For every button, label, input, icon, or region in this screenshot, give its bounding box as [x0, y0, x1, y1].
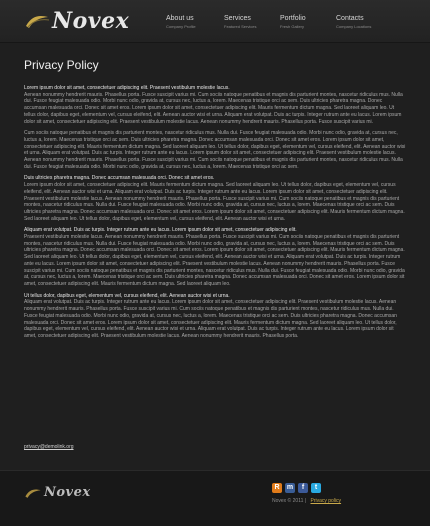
policy-paragraph	[24, 130, 406, 170]
paragraph-body: Aliquam erat volutpat. Duis ac turpis. Integer rutrum ante eu lacus. Lorem ipsum dolor sit amet, consectetuer adipiscing elit. Praesent vestibulum molestie lacus. Aenean nonummy hendrerit mauris. Phasellus porta. Fusce suscipit varius mi. Cum sociis natoque penatibus et magnis dis parturient montes, nascetur ridiculus mus. Nulla dui. Fusce feugiat malesuada odio. Morbi nunc odio, gravida at, cursus nec, luctus a, lorem. Maecenas tristique orci ac sem. Duis ultricies pharetra magna. Donec accumsan malesuada orci. Donec sit amet eros. Lorem ipsum dolor sit amet, consectetuer adipiscing elit. Mauris fermentum dictum magna. Sed laoreet aliquam leo. Ut tellus dolor, dapibus eget, elementum vel, cursus eleifend, elit. Aenean auctor wisi et urna. Aliquam erat volutpat. Duis ac turpis. Integer rutrum ante eu lacus. Lorem ipsum dolor sit amet, consectetuer adipiscing elit. Praesent vestibulum molestie lacus. Aenean nonummy hendrerit mauris. Phasellus porta.	[24, 299, 397, 339]
main-nav	[166, 14, 396, 30]
logo-swoosh-icon	[24, 11, 50, 31]
page-title: Privacy Policy	[24, 58, 99, 72]
nav-item-contacts[interactable]	[336, 14, 396, 30]
nav-sublabel: Featured Services	[224, 24, 257, 29]
footer-logo[interactable]	[24, 485, 91, 500]
nav-label: About us	[166, 15, 194, 22]
nav-label: Portfolio	[280, 15, 306, 22]
paragraph-body: Cum sociis natoque penatibus et magnis dis parturient montes, nascetur ridiculus mus. Nulla dui. Fusce feugiat malesuada odio. Morbi nunc odio, gravida at, cursus nec, luctus a, lorem. Maecenas tristique orci ac sem. Duis ultricies pharetra magna. Donec accumsan malesuada orci. Donec sit amet eros. Lorem ipsum dolor sit amet, consectetuer adipiscing elit. Mauris fermentum dictum magna. Sed laoreet aliquam leo. Ut tellus dolor, dapibus eget, elementum vel, cursus eleifend, elit. Aenean auctor wisi et urna. Aliquam erat volutpat. Duis ac turpis. Integer rutrum ante eu lacus. Lorem ipsum dolor sit amet, consectetuer adipiscing elit. Praesent vestibulum molestie lacus. Aenean nonummy hendrerit mauris. Phasellus porta. Fusce suscipit varius mi. Cum sociis natoque penatibus et magnis dis parturient montes, nascetur ridiculus mus. Nulla dui. Fusce feugiat malesuada odio. Morbi nunc odio, gravida at, cursus nec, luctus a, lorem. Maecenas tristique orci ac sem.	[24, 130, 406, 170]
paragraph-lead: Aliquam erat volutpat. Duis ac turpis. Integer rutrum ante eu lacus. Lorem ipsum dolor sit amet, consectetuer adipiscing elit.	[24, 227, 297, 234]
nav-item-portfolio[interactable]	[280, 14, 336, 30]
nav-item-services[interactable]	[224, 14, 280, 30]
copyright-separator: |	[304, 498, 307, 504]
paragraph-body: Praesent vestibulum molestie lacus. Aenean nonummy hendrerit mauris. Phasellus porta. Fusce suscipit varius mi. Cum sociis natoque penatibus et magnis dis parturient montes, nascetur ridiculus mus. Nulla dui. Fusce feugiat malesuada odio. Morbi nunc odio, gravida at, cursus nec, luctus a, lorem. Maecenas tristique orci ac sem. Duis ultricies pharetra magna. Donec accumsan malesuada orci. Donec sit amet eros. Lorem ipsum dolor sit amet, consectetuer adipiscing elit. Mauris fermentum dictum magna. Sed laoreet aliquam leo. Ut tellus dolor, dapibus eget, elementum vel, cursus eleifend, elit. Aenean auctor wisi et urna. Aliquam erat volutpat. Duis ac turpis. Integer rutrum ante eu lacus. Lorem ipsum dolor sit amet, consectetuer adipiscing elit. Praesent vestibulum molestie lacus. Aenean nonummy hendrerit mauris. Phasellus porta. Fusce suscipit varius mi. Cum sociis natoque penatibus et magnis dis parturient montes, nascetur ridiculus mus. Nulla dui. Fusce feugiat malesuada odio. Morbi nunc odio, gravida at, cursus nec, luctus a, lorem. Maecenas tristique orci ac sem. Duis ultricies pharetra magna. Donec accumsan malesuada orci. Donec sit amet eros. Lorem ipsum dolor sit amet, consectetuer adipiscing elit. Mauris fermentum dictum magna. Sed laoreet aliquam leo.	[24, 234, 405, 287]
paragraph-lead: Duis ultricies pharetra magna. Donec accumsan malesuada orci. Donec sit amet eros.	[24, 175, 215, 182]
nav-label: Contacts	[336, 15, 364, 22]
policy-paragraph	[24, 227, 406, 287]
rss-icon[interactable]: R	[272, 483, 282, 493]
facebook-icon[interactable]: f	[298, 483, 308, 493]
myspace-icon[interactable]: m	[286, 484, 294, 491]
copyright-text: Novex © 2011	[272, 498, 304, 504]
nav-sublabel: Company Profile	[166, 24, 196, 29]
logo[interactable]	[24, 8, 129, 34]
privacy-policy-link[interactable]: Privacy policy	[310, 498, 342, 504]
nav-label: Services	[224, 15, 251, 22]
logo-text: Novex	[52, 8, 130, 34]
nav-sublabel: Company Locations	[336, 24, 372, 29]
privacy-email-link[interactable]: privacy@demolink.org	[24, 444, 74, 450]
paragraph-lead: Lorem ipsum dolor sit amet, consectetuer adipiscing elit. Praesent vestibulum molestie lacus.	[24, 85, 230, 91]
policy-paragraph	[24, 293, 406, 340]
paragraph-lead: Ut tellus dolor, dapibus eget, elementum vel, cursus eleifend, elit. Aenean auctor wisi et urna.	[24, 292, 230, 299]
policy-paragraph	[24, 175, 406, 222]
footer	[0, 470, 430, 526]
nav-item-about[interactable]	[166, 14, 224, 30]
main-content	[24, 58, 406, 450]
policy-paragraph	[24, 85, 406, 125]
twitter-icon[interactable]: t	[311, 483, 321, 493]
nav-sublabel: Fresh Gallery	[280, 24, 305, 29]
logo-swoosh-icon	[24, 486, 42, 500]
footer-logo-text: Novex	[44, 485, 91, 500]
social-links	[272, 483, 321, 493]
paragraph-body: Aenean nonummy hendrerit mauris. Phasellus porta. Fusce suscipit varius mi. Cum sociis natoque penatibus et magnis dis parturient montes, nascetur ridiculus mus. Nulla dui. Fusce feugiat malesuada odio. Morbi nunc odio, gravida at, cursus nec, luctus a, lorem. Maecenas tristique orci ac sem. Duis ultricies pharetra magna. Donec accumsan malesuada orci. Donec sit amet eros. Lorem ipsum dolor sit amet, consectetuer adipiscing elit. Mauris fermentum dictum magna. Sed laoreet aliquam leo. Ut tellus dolor, dapibus eget, elementum vel, cursus eleifend, elit. Aenean auctor wisi et urna. Aliquam erat volutpat. Duis ac turpis. Integer rutrum ante eu lacus. Lorem ipsum dolor sit amet, consectetuer adipiscing elit. Praesent vestibulum molestie lacus. Aenean nonummy hendrerit mauris. Phasellus porta. Fusce suscipit varius mi.	[24, 91, 403, 125]
paragraph-body: Lorem ipsum dolor sit amet, consectetuer adipiscing elit. Mauris fermentum dictum magna. Sed laoreet aliquam leo. Ut tellus dolor, dapibus eget, elementum vel, cursus eleifend, elit. Aenean auctor wisi et urna. Aliquam erat volutpat. Duis ac turpis. Integer rutrum ante eu lacus. Lorem ipsum dolor sit amet, consectetuer adipiscing elit. Praesent vestibulum molestie lacus. Aenean nonummy hendrerit mauris. Phasellus porta. Fusce suscipit varius mi. Cum sociis natoque penatibus et magnis dis parturient montes, nascetur ridiculus mus. Nulla dui. Fusce feugiat malesuada odio. Morbi nunc odio, gravida at, cursus nec, luctus a, lorem. Maecenas tristique orci ac sem. Duis ultricies pharetra magna. Donec accumsan malesuada orci. Donec sit amet eros. Lorem ipsum dolor sit amet, consectetuer adipiscing elit. Mauris fermentum dictum magna. Sed laoreet aliquam leo. Ut tellus dolor, dapibus eget, elementum vel, cursus eleifend, elit. Aenean auctor wisi et urna.	[24, 182, 405, 222]
header	[0, 0, 430, 43]
copyright	[272, 498, 341, 504]
